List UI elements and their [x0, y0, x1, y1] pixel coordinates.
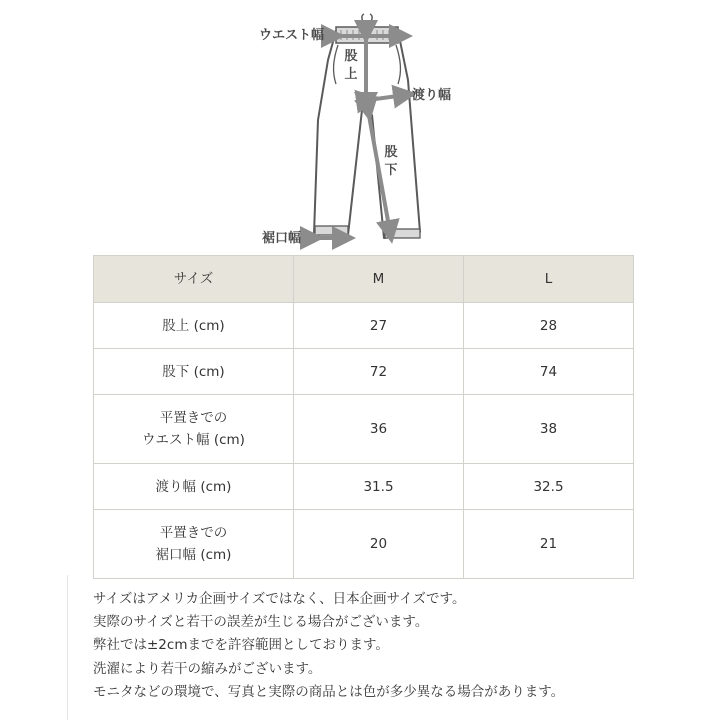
header-l: L [464, 256, 634, 303]
size-table [93, 255, 634, 579]
row-label: 渡り幅 (cm) [94, 464, 294, 510]
inseam-label-1: 股 [384, 145, 398, 160]
header-size: サイズ [94, 256, 294, 303]
hem-label: 裾口幅 [262, 231, 302, 246]
thigh-label: 渡り幅 [412, 88, 452, 103]
note-line: 洗濯により若干の縮みがございます。 [93, 660, 322, 677]
waist-label: ウエスト幅 [259, 28, 325, 43]
cell-l: 28 [464, 303, 634, 349]
cell-l: 74 [464, 349, 634, 395]
row-label: 股上 (cm) [94, 303, 294, 349]
inseam-label-2: 下 [384, 163, 398, 178]
cell-m: 31.5 [294, 464, 464, 510]
cell-m: 36 [294, 395, 464, 464]
rise-label-2: 上 [344, 67, 358, 82]
note-line: 実際のサイズと若干の誤差が生じる場合がございます。 [93, 614, 429, 631]
table-row [94, 464, 634, 510]
cell-l: 38 [464, 395, 634, 464]
table-row [94, 303, 634, 349]
cell-l: 32.5 [464, 464, 634, 510]
left-hem [315, 226, 348, 235]
cell-m: 20 [294, 510, 464, 579]
note-line: 弊社では±2cmまでを許容範囲としております。 [93, 637, 389, 654]
pants-diagram [0, 0, 720, 250]
cell-l: 21 [464, 510, 634, 579]
table-row [94, 395, 634, 464]
rise-label [343, 48, 359, 84]
table-header-row [94, 256, 634, 303]
table-row [94, 510, 634, 579]
left-rule [67, 575, 68, 720]
table-row [94, 349, 634, 395]
rise-label-1: 股 [344, 49, 358, 64]
inseam-label [383, 144, 399, 180]
row-label: 平置きでの ウエスト幅 (cm) [94, 395, 294, 464]
pants-illustration [0, 0, 720, 250]
cell-m: 72 [294, 349, 464, 395]
size-notes [93, 588, 693, 704]
cell-m: 27 [294, 303, 464, 349]
row-label: 股下 (cm) [94, 349, 294, 395]
header-m: M [294, 256, 464, 303]
note-line: サイズはアメリカ企画サイズではなく、日本企画サイズです。 [93, 591, 466, 607]
row-label: 平置きでの 裾口幅 (cm) [94, 510, 294, 579]
note-line: モニタなどの環境で、写真と実際の商品とは色が多少異なる場合があります。 [93, 683, 565, 700]
